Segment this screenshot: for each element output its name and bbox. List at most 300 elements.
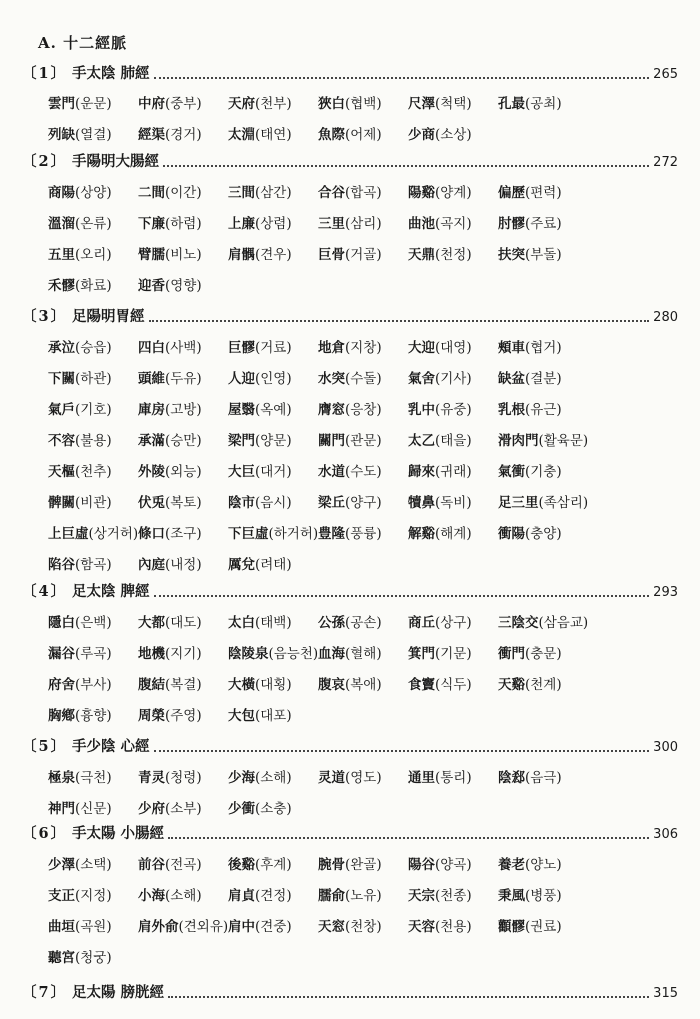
acupoint [48,915,112,935]
leader-dots [149,311,650,322]
acupoint-hanja: 商丘 [408,615,435,631]
acupoint [228,123,292,143]
acupoint [48,704,112,724]
acupoint-row [48,123,668,147]
section-title [38,32,127,53]
acupoint-hangul: (상양) [75,185,112,201]
acupoint [498,429,588,449]
acupoint [408,398,472,418]
acupoint-hangul: (충양) [525,526,562,542]
acupoint [228,766,292,786]
acupoint-hangul: (상거허) [88,526,139,542]
acupoint-row [48,915,668,939]
acupoint-hangul: (양구) [345,495,382,511]
acupoint-hanja: 太淵 [228,127,255,143]
acupoint-hangul: (지창) [345,340,382,356]
acupoint-hangul: (소택) [75,857,112,873]
acupoint-hanja: 腹結 [138,677,165,693]
acupoint-hangul: (수돌) [345,371,382,387]
acupoint [138,797,202,817]
acupoint-hangul: (지기) [165,646,202,662]
acupoint-hangul: (혈해) [345,646,382,662]
acupoint-hanja: 歸來 [408,464,435,480]
acupoint-hangul: (천부) [255,96,292,112]
acupoint-hanja: 血海 [318,646,345,662]
acupoint [318,243,382,263]
acupoint [498,243,562,263]
page-number: 265 [653,67,678,82]
acupoint-row [48,336,668,360]
acupoint [228,884,292,904]
acupoint-hanja: 箕門 [408,646,435,662]
acupoint-hanja: 內庭 [138,557,165,573]
acupoint-hanja: 腕骨 [318,857,345,873]
acupoint-hanja: 扶突 [498,247,525,263]
acupoint [138,243,202,263]
acupoint-hanja: 食竇 [408,677,435,693]
acupoint [228,92,292,112]
acupoint-hanja: 少府 [138,801,165,817]
acupoint-hangul: (이간) [165,185,202,201]
page-number: 315 [653,986,678,1001]
acupoint [138,915,228,935]
acupoint-hangul: (부사) [75,677,112,693]
acupoint-hangul: (불용) [75,433,112,449]
acupoint [408,429,472,449]
acupoint-hangul: (합곡) [345,185,382,201]
acupoint-hanja: 衝門 [498,646,525,662]
acupoint [498,181,562,201]
acupoint-hanja: 迎香 [138,278,165,294]
acupoint [408,642,472,662]
acupoint-hanja: 上巨虛 [48,526,89,542]
acupoint-hangul: (열결) [75,127,112,143]
section-label: A. [38,34,57,52]
acupoint-row [48,398,668,422]
acupoint-hanja: 肩貞 [228,888,255,904]
acupoint-hanja: 梁丘 [318,495,345,511]
acupoint [48,212,112,232]
acupoint [48,766,112,786]
acupoint-hangul: (공최) [525,96,562,112]
acupoint [48,522,138,542]
acupoint-hanja: 溫溜 [48,216,75,232]
acupoint-hanja: 犢鼻 [408,495,435,511]
acupoint-hangul: (상렴) [255,216,292,232]
acupoint-hangul: (거골) [345,247,382,263]
acupoint [318,915,382,935]
meridian-header [22,981,678,1003]
acupoint-hanja: 乳中 [408,402,435,418]
acupoint [138,398,202,418]
acupoint-hanja: 氣衝 [498,464,525,480]
meridian-header [22,150,678,172]
acupoint-hangul: (병풍) [525,888,562,904]
acupoint-hangul: (고방) [165,402,202,418]
acupoint [48,243,112,263]
acupoint [138,336,202,356]
acupoint [138,673,202,693]
acupoint-hangul: (척택) [435,96,472,112]
acupoint-hangul: (흉향) [75,708,112,724]
acupoint [228,367,292,387]
acupoint-hanja: 大迎 [408,340,435,356]
acupoint-hangul: (부돌) [525,247,562,263]
acupoint-hanja: 魚際 [318,127,345,143]
acupoint [228,212,292,232]
acupoint [138,429,202,449]
acupoint-hanja: 滑肉門 [498,433,539,449]
acupoint-hangul: (식두) [435,677,472,693]
acupoint-hangul: (영도) [345,770,382,786]
acupoint [318,460,382,480]
acupoint-hangul: (사백) [165,340,202,356]
acupoint-hangul: (관문) [345,433,382,449]
acupoint-hangul: (편력) [525,185,562,201]
acupoint [498,853,562,873]
acupoint [318,398,382,418]
page-number: 280 [653,310,678,325]
acupoint [318,642,382,662]
acupoint [138,611,202,631]
acupoint [318,429,382,449]
acupoint-hangul: (양계) [435,185,472,201]
acupoint [48,336,112,356]
acupoint-hanja: 孔最 [498,96,525,112]
acupoint-hanja: 天谿 [498,677,525,693]
acupoint [228,642,318,662]
acupoint [138,92,202,112]
acupoint-hangul: (중부) [165,96,202,112]
acupoint-hangul: (소해) [165,888,202,904]
acupoint-hangul: (대횡) [255,677,292,693]
acupoint-row [48,367,668,391]
acupoint-hangul: (활육문) [538,433,589,449]
acupoint [228,611,292,631]
acupoint [138,884,202,904]
acupoint [408,92,472,112]
acupoint-hanja: 陽谷 [408,857,435,873]
acupoint-hanja: 伏兎 [138,495,165,511]
acupoint-hanja: 曲垣 [48,919,75,935]
acupoint-hanja: 少澤 [48,857,75,873]
acupoint [228,553,292,573]
acupoint-hanja: 太乙 [408,433,435,449]
acupoint [228,704,292,724]
acupoint-hanja: 水突 [318,371,345,387]
acupoint-row [48,460,668,484]
acupoint-row [48,429,668,453]
acupoint-hanja: 禾髎 [48,278,75,294]
acupoint-hangul: (전곡) [165,857,202,873]
acupoint-hanja: 養老 [498,857,525,873]
acupoint-hangul: (견외유) [178,919,229,935]
acupoint-hanja: 大巨 [228,464,255,480]
acupoint-hangul: (태연) [255,127,292,143]
acupoint-row [48,212,668,236]
acupoint-hangul: (복애) [345,677,382,693]
acupoint [228,181,292,201]
acupoint-hangul: (천계) [525,677,562,693]
acupoint-hanja: 中府 [138,96,165,112]
acupoint-hangul: (노유) [345,888,382,904]
acupoint-hangul: (온류) [75,216,112,232]
acupoint-hangul: (복결) [165,677,202,693]
acupoint-hangul: (해계) [435,526,472,542]
acupoint [48,274,112,294]
acupoint [318,92,382,112]
acupoint-row [48,491,668,515]
acupoint-hanja: 膺窓 [318,402,345,418]
acupoint-hangul: (삼간) [255,185,292,201]
meridian-name: 手少陰 心經 [72,738,150,755]
acupoint-hangul: (비노) [165,247,202,263]
acupoint-hanja: 三間 [228,185,255,201]
acupoint [48,884,112,904]
acupoint-hangul: (양노) [525,857,562,873]
acupoint-hangul: (음시) [255,495,292,511]
acupoint-hanja: 缺盆 [498,371,525,387]
acupoint [48,642,112,662]
acupoint [408,367,472,387]
acupoint-row [48,853,668,877]
acupoint-hanja: 合谷 [318,185,345,201]
acupoint [228,797,292,817]
meridian-name: 手太陰 肺經 [72,65,150,82]
meridian-number: 〔2〕 [22,153,68,170]
acupoint-hanja: 下巨虛 [228,526,269,542]
leader-dots [168,828,649,839]
acupoint-hanja: 經渠 [138,127,165,143]
meridian-number: 〔4〕 [22,583,68,600]
acupoint-row [48,642,668,666]
acupoint [228,522,318,542]
acupoint [318,212,382,232]
acupoint-row [48,553,668,577]
acupoint-hangul: (주료) [525,216,562,232]
acupoint [318,367,382,387]
acupoint-hangul: (대거) [255,464,292,480]
acupoint-hangul: (천창) [345,919,382,935]
acupoint [498,212,562,232]
acupoint-row [48,797,668,821]
acupoint [228,673,292,693]
acupoint-hanja: 雲門 [48,96,75,112]
acupoint [228,429,292,449]
acupoint [48,553,112,573]
acupoint [498,611,588,631]
acupoint-hanja: 下廉 [138,216,165,232]
acupoint-hanja: 神門 [48,801,75,817]
acupoint-hangul: (협백) [345,96,382,112]
acupoint-hangul: (유근) [525,402,562,418]
acupoint-hanja: 上廉 [228,216,255,232]
acupoint-hangul: (협거) [525,340,562,356]
acupoint-hanja: 豊隆 [318,526,345,542]
acupoint-hangul: (권료) [525,919,562,935]
acupoint-hanja: 地機 [138,646,165,662]
acupoint-hanja: 極泉 [48,770,75,786]
acupoint-hanja: 關門 [318,433,345,449]
acupoint [408,460,472,480]
acupoint-hangul: (후계) [255,857,292,873]
acupoint-hangul: (공손) [345,615,382,631]
acupoint-hanja: 肘髎 [498,216,525,232]
acupoint-hangul: (은백) [75,615,112,631]
acupoint [228,336,292,356]
acupoint-hanja: 公孫 [318,615,345,631]
acupoint [408,522,472,542]
meridian-header [22,305,678,327]
acupoint [138,704,202,724]
acupoint [48,853,112,873]
acupoint-hanja: 足三里 [498,495,539,511]
acupoint [318,673,382,693]
acupoint [318,522,382,542]
acupoint [408,243,472,263]
acupoint-hanja: 承滿 [138,433,165,449]
acupoint-hangul: (기충) [525,464,562,480]
meridian-name: 手太陽 小腸經 [72,825,165,842]
acupoint-hangul: (족삼리) [538,495,589,511]
acupoint [48,181,112,201]
acupoint-hangul: (루곡) [75,646,112,662]
acupoint [408,884,472,904]
acupoint-hangul: (소상) [435,127,472,143]
leader-dots [163,156,649,167]
acupoint [138,642,202,662]
acupoint-hangul: (소충) [255,801,292,817]
acupoint [48,92,112,112]
acupoint [498,336,562,356]
acupoint-hanja: 大橫 [228,677,255,693]
acupoint-hanja: 大都 [138,615,165,631]
acupoint-hanja: 隱白 [48,615,75,631]
acupoint-hangul: (대포) [255,708,292,724]
acupoint-hangul: (운문) [75,96,112,112]
acupoint [228,398,292,418]
acupoint [408,181,472,201]
acupoint-hangul: (려태) [255,557,292,573]
acupoint-hangul: (하관) [75,371,112,387]
acupoint-hanja: 陽谿 [408,185,435,201]
acupoint [498,522,562,542]
acupoint [408,673,472,693]
acupoint-hangul: (결분) [525,371,562,387]
acupoint-hanja: 乳根 [498,402,525,418]
acupoint [48,491,112,511]
acupoint [228,460,292,480]
acupoint-hangul: (승만) [165,433,202,449]
acupoint [48,673,112,693]
meridian-header [22,62,678,84]
acupoint-hanja: 厲兌 [228,557,255,573]
acupoint-hangul: (신문) [75,801,112,817]
acupoint-hanja: 氣舍 [408,371,435,387]
leader-dots [154,741,650,752]
acupoint [138,274,202,294]
acupoint [408,212,472,232]
acupoint-hangul: (태백) [255,615,292,631]
acupoint [498,642,562,662]
acupoint [408,611,472,631]
page-number: 272 [653,155,678,170]
meridian-name: 足太陽 膀胱經 [72,984,165,1001]
acupoint-hangul: (음극) [525,770,562,786]
acupoint-hanja: 臂臑 [138,247,165,263]
acupoint [318,181,382,201]
acupoint-hangul: (양문) [255,433,292,449]
acupoint-hanja: 列缺 [48,127,75,143]
acupoint-hanja: 人迎 [228,371,255,387]
acupoint-hangul: (천종) [435,888,472,904]
acupoint [318,884,382,904]
acupoint-hanja: 陷谷 [48,557,75,573]
acupoint [498,367,562,387]
acupoint [138,181,202,201]
acupoint-hanja: 漏谷 [48,646,75,662]
acupoint-hanja: 二間 [138,185,165,201]
meridian-header [22,580,678,602]
acupoint-hanja: 灵道 [318,770,345,786]
acupoint-hangul: (견정) [255,888,292,904]
acupoint-hanja: 三陰交 [498,615,539,631]
acupoint [408,491,472,511]
acupoint [138,491,202,511]
acupoint-hanja: 前谷 [138,857,165,873]
acupoint-row [48,946,668,970]
acupoint [498,766,562,786]
acupoint-hangul: (견우) [255,247,292,263]
acupoint [498,92,562,112]
acupoint-hangul: (견중) [255,919,292,935]
acupoint-hanja: 天窓 [318,919,345,935]
acupoint-hanja: 氣戶 [48,402,75,418]
acupoint [408,766,472,786]
page-number: 300 [653,740,678,755]
acupoint [408,336,472,356]
acupoint-hanja: 天宗 [408,888,435,904]
acupoint-hangul: (하렴) [165,216,202,232]
acupoint-hangul: (양곡) [435,857,472,873]
acupoint-hanja: 小海 [138,888,165,904]
acupoint-hanja: 陰陵泉 [228,646,269,662]
meridian-header [22,735,678,757]
acupoint-hanja: 曲池 [408,216,435,232]
acupoint-hanja: 庫房 [138,402,165,418]
acupoint-hangul: (기문) [435,646,472,662]
acupoint-hangul: (기사) [435,371,472,387]
acupoint [228,915,292,935]
meridian-number: 〔3〕 [22,308,68,325]
acupoint-hanja: 巨骨 [318,247,345,263]
acupoint-hanja: 天府 [228,96,255,112]
acupoint-hanja: 胸鄕 [48,708,75,724]
acupoint-hanja: 屋翳 [228,402,255,418]
acupoint-hangul: (어제) [345,127,382,143]
acupoint [318,766,382,786]
acupoint-hanja: 腹哀 [318,677,345,693]
acupoint-hanja: 周榮 [138,708,165,724]
meridian-name: 足太陰 脾經 [72,583,150,600]
acupoint [408,915,472,935]
acupoint [48,123,112,143]
acupoint-hanja: 條口 [138,526,165,542]
acupoint [138,212,202,232]
acupoint [138,522,202,542]
acupoint-hanja: 下關 [48,371,75,387]
acupoint-hangul: (극천) [75,770,112,786]
